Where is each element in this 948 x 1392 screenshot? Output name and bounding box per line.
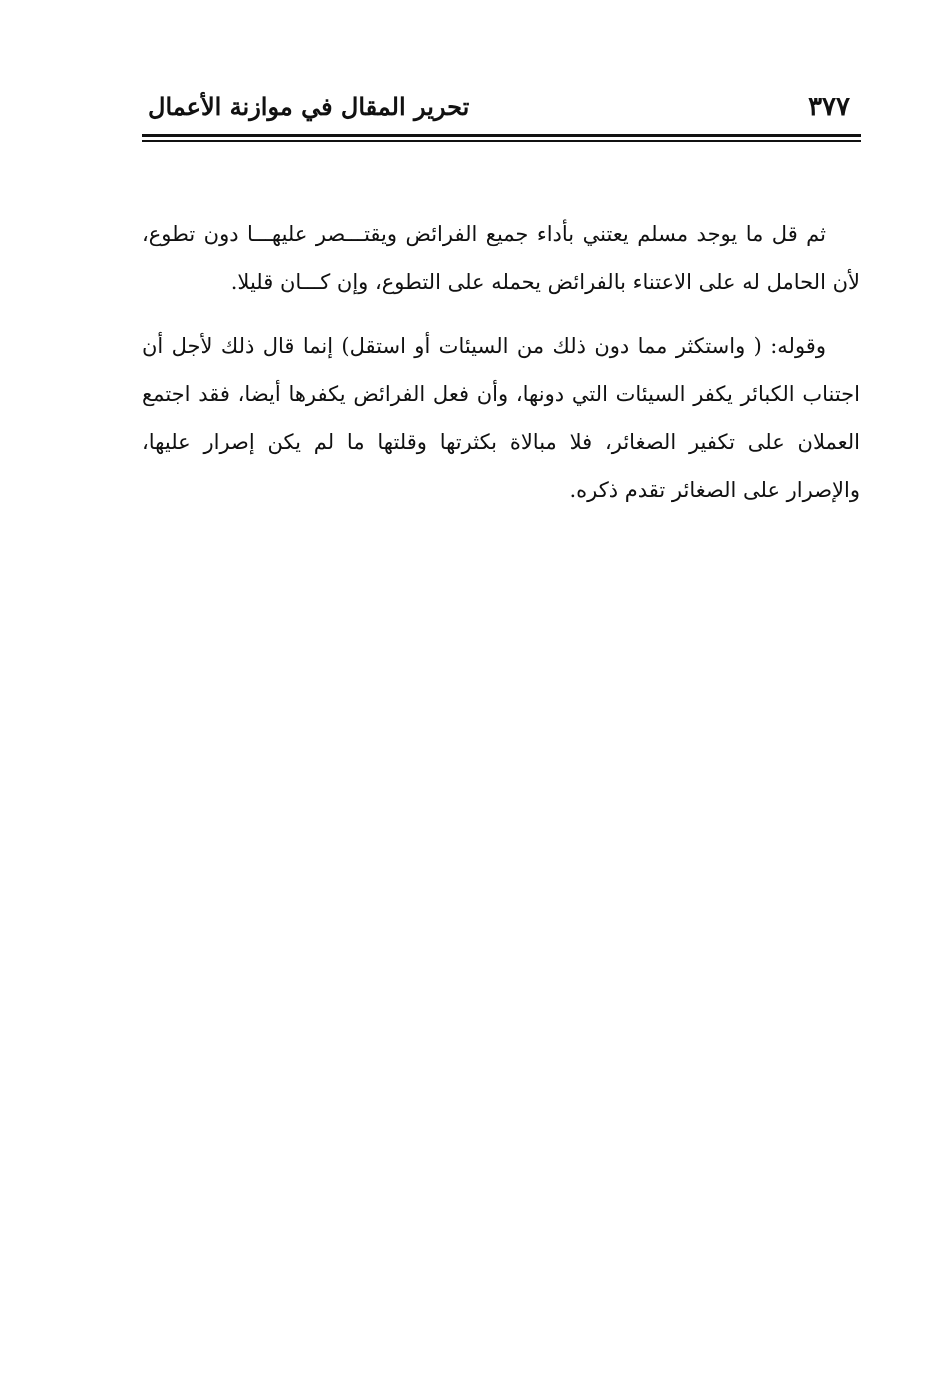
page-number: ٣٧٧	[808, 92, 850, 122]
header-rule-thin	[142, 140, 861, 142]
book-title: تحرير المقال في موازنة الأعمال	[148, 92, 470, 121]
paragraph-1: ثم قل ما يوجد مسلم يعتني بأداء جميع الفرائض ويقتـــصر عليهـــا دون تطوع، لأن الحامل له على الاعتناء بالفرائض يحمله على التطوع، وإن كـــان قليلا.	[142, 222, 860, 294]
header-rule-thick	[142, 134, 861, 137]
paragraph-2: وقوله: ( واستكثر مما دون ذلك من السيئات أو استقل) إنما قال ذلك لأجل أن اجتناب الكبائر يكفر السيئات التي دونها، وأن فعل الفرائض يكفرها أيضا، فقد اجتمع العملان على تكفير الصغائر، فلا مبالاة بكثرتها وقلتها ما لم يكن إصرار عليها، والإصرار على الصغائر تقدم ذكره.	[142, 334, 860, 502]
running-header	[140, 88, 858, 132]
body-text	[142, 210, 860, 514]
